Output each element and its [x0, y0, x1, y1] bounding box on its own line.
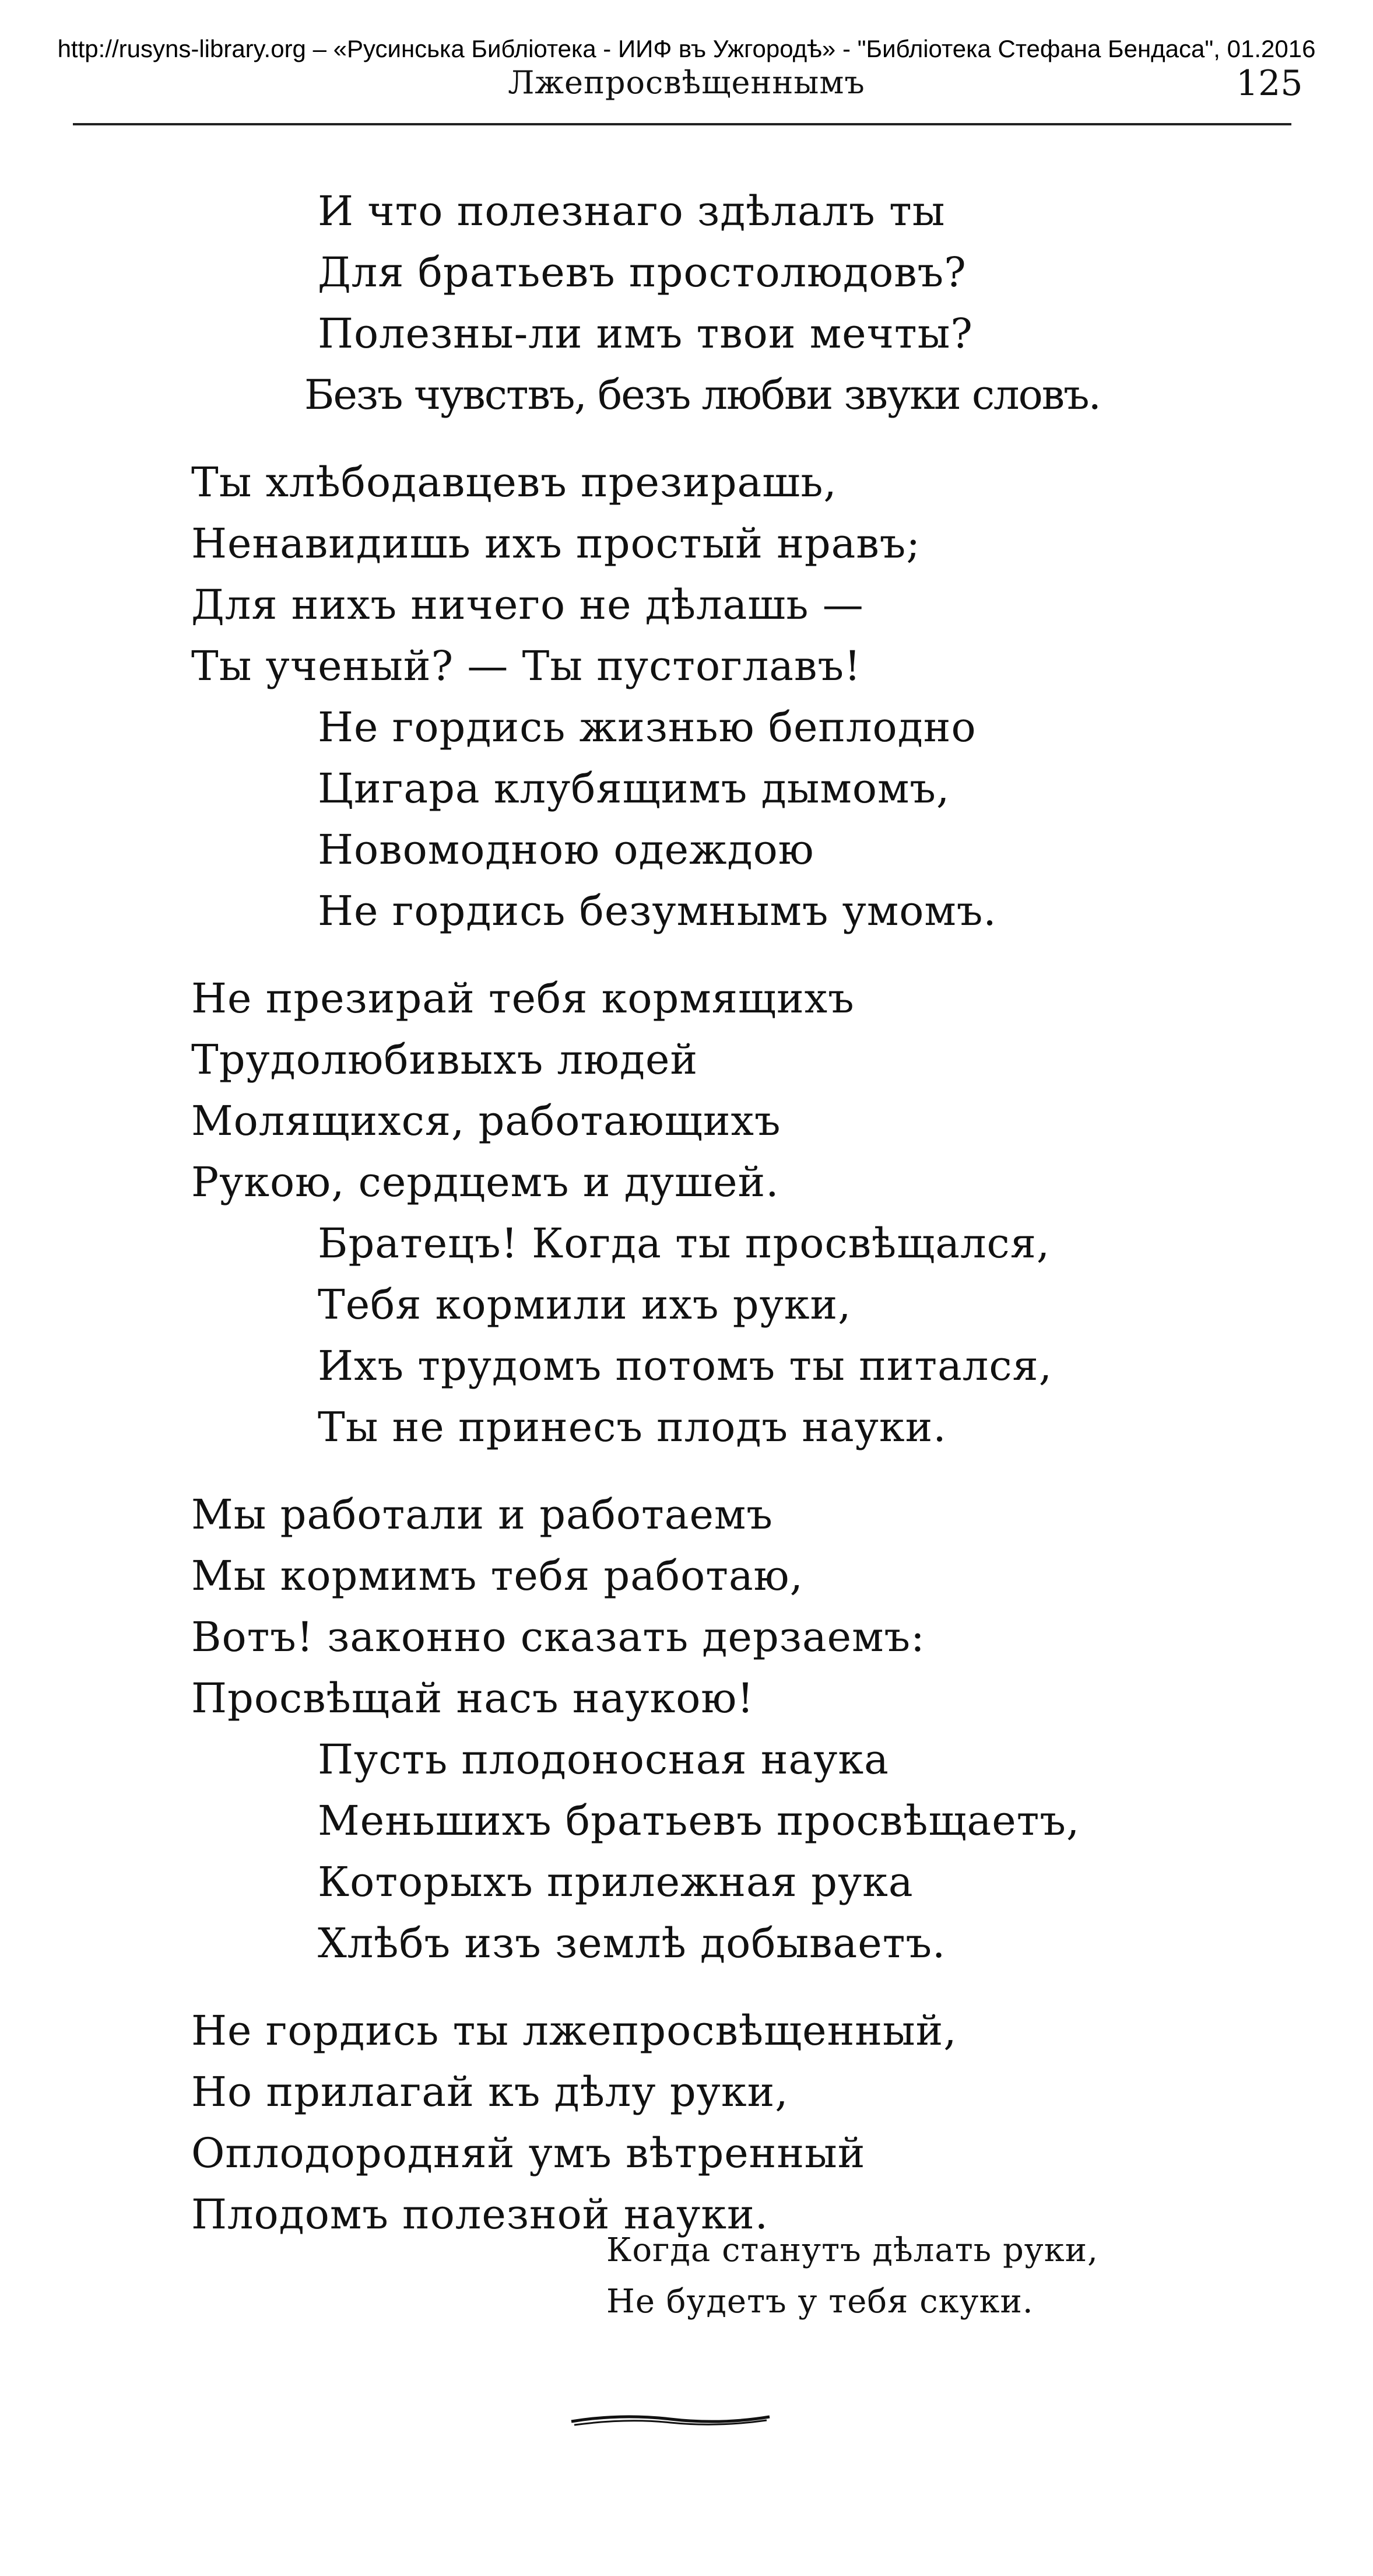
- verse-line: Безъ чувствъ, безъ любви звуки словъ.: [304, 371, 1100, 419]
- verse-line: Для братьевъ простолюдовъ?: [318, 248, 967, 296]
- coda-line: Когда станутъ дѣлать руки,: [606, 2231, 1098, 2269]
- verse-line: Ты хлѣбодавцевъ презирашь,: [191, 458, 837, 506]
- verse-line: Новомодною одеждою: [318, 826, 814, 874]
- verse-line: Мы кормимъ тебя работаю,: [191, 1552, 803, 1600]
- poem-body: [0, 181, 1373, 2272]
- verse-line: Плодомъ полезной науки.: [191, 2191, 768, 2238]
- verse-line: Вотъ! законно сказать дерзаемъ:: [191, 1613, 925, 1661]
- stanza-3: [0, 968, 1373, 1458]
- stanza-5: [0, 2000, 1373, 2245]
- stanza-4: [0, 1484, 1373, 1974]
- verse-line: Меньшихъ братьевъ просвѣщаетъ,: [318, 1797, 1080, 1845]
- verse-line: Хлѣбъ изъ землѣ добываетъ.: [318, 1919, 946, 1967]
- verse-line: Не гордись жизнью беплодно: [318, 703, 977, 751]
- running-head: Лжепросвѣщеннымъ: [508, 64, 865, 101]
- stanza-1: [0, 181, 1373, 426]
- verse-line: Для нихъ ничего не дѣлашь —: [191, 581, 864, 629]
- verse-line: Цигара клубящимъ дымомъ,: [318, 765, 950, 812]
- verse-line: Не презирай тебя кормящихъ: [191, 975, 855, 1022]
- verse-line: Рукою, сердцемъ и душей.: [191, 1158, 779, 1206]
- verse-line: Оплодородняй умъ вѣтренный: [191, 2129, 866, 2177]
- verse-line: Ты не принесъ плодъ науки.: [318, 1403, 947, 1451]
- coda-couplet: [606, 2225, 1098, 2328]
- verse-line: Не гордись ты лжепросвѣщенный,: [191, 2007, 957, 2055]
- end-ornament-icon: [568, 2409, 772, 2432]
- verse-line: Не гордись безумнымъ умомъ.: [318, 887, 997, 935]
- verse-line: Ты ученый? — Ты пустоглавъ!: [191, 642, 862, 690]
- verse-line: Просвѣщай насъ наукою!: [191, 1674, 754, 1722]
- verse-line: И что полезнаго здѣлалъ ты: [318, 187, 946, 235]
- stanza-2: [0, 452, 1373, 942]
- verse-line: Мы работали и работаемъ: [191, 1491, 773, 1538]
- verse-line: Трудолюбивыхъ людей: [191, 1036, 698, 1084]
- verse-line: Ненавидишь ихъ простый нравъ;: [191, 520, 921, 567]
- verse-text: Братецъ! Когда ты просвѣщался,: [318, 1219, 1051, 1267]
- verse-line: [0, 1213, 1373, 1274]
- page-number: 125: [1236, 63, 1303, 104]
- coda-line: Не будетъ у тебя скуки.: [606, 2283, 1034, 2321]
- verse-line: Тебя кормили ихъ руки,: [318, 1281, 852, 1329]
- verse-line: Молящихся, работающихъ: [191, 1097, 781, 1145]
- header-rule: [73, 123, 1291, 125]
- verse-line: Пусть плодоносная наука: [318, 1736, 889, 1783]
- source-url-line: http://rusyns-library.org – «Русинська Библіотека - ИИФ въ Ужгородѣ» - "Библіотека Стефана Бендаса", 01.2016: [57, 35, 1316, 62]
- verse-line: Но прилагай къ дѣлу руки,: [191, 2068, 789, 2116]
- verse-line: Полезны-ли имъ твои мечты?: [318, 310, 973, 358]
- verse-line: Которыхъ прилежная рука: [318, 1858, 914, 1906]
- verse-line: Ихъ трудомъ потомъ ты питался,: [318, 1342, 1052, 1390]
